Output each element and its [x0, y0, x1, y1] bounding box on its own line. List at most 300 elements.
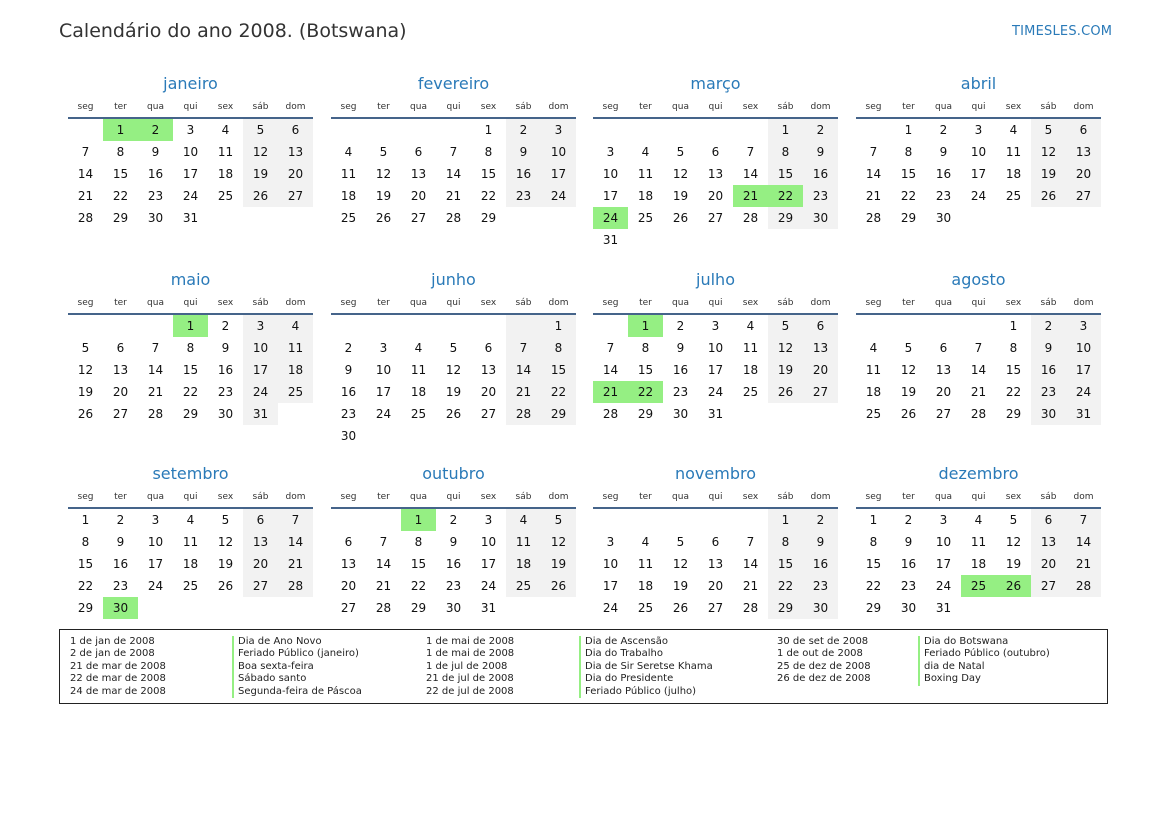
weekday-header	[593, 492, 838, 506]
legend-dates-col-1	[70, 636, 166, 698]
legend-holiday-name: Dia de Ascensão	[579, 636, 713, 648]
day-cell: 20	[1040, 557, 1057, 571]
day-cell: 12	[550, 535, 567, 549]
day-cell: 31	[1075, 407, 1092, 421]
day-cell: 23	[672, 385, 689, 399]
day-cell: 5	[379, 145, 388, 159]
weekday-label: qua	[147, 102, 164, 112]
day-cell: 20	[707, 579, 724, 593]
day-cell: 22	[865, 579, 882, 593]
day-cell: 2	[904, 513, 913, 527]
day-cell: 22	[112, 189, 129, 203]
day-cell: 20	[707, 189, 724, 203]
day-cell: 6	[1044, 513, 1053, 527]
day-cell: 19	[550, 557, 567, 571]
weekday-header	[593, 102, 838, 116]
weekday-label: seg	[77, 298, 94, 308]
day-cell: 19	[1040, 167, 1057, 181]
weekday-label: qui	[183, 102, 198, 112]
weekday-header	[856, 492, 1101, 506]
weekday-label: sáb	[1040, 298, 1057, 308]
day-cell: 5	[256, 123, 265, 137]
day-cell: 2	[816, 123, 825, 137]
day-cell: 2	[519, 123, 528, 137]
day-cell: 18	[970, 557, 987, 571]
day-cell: 26	[252, 189, 269, 203]
day-cell: 8	[414, 535, 423, 549]
day-cell: 12	[77, 363, 94, 377]
legend-names-col-1	[232, 636, 362, 698]
day-cell: 28	[445, 211, 462, 225]
weekday-label: qui	[446, 492, 461, 502]
weekday-label: qua	[147, 492, 164, 502]
weekday-label: sáb	[1040, 492, 1057, 502]
day-cell: 5	[781, 319, 790, 333]
day-cell: 27	[935, 407, 952, 421]
weekday-label: dom	[810, 102, 831, 112]
weekday-label: seg	[865, 492, 882, 502]
weekday-label: seg	[77, 492, 94, 502]
weekday-header	[68, 492, 313, 506]
day-cell: 27	[1075, 189, 1092, 203]
day-cell: 31	[707, 407, 724, 421]
day-cell: 9	[1044, 341, 1053, 355]
day-cell: 3	[711, 319, 720, 333]
day-cell: 8	[186, 341, 195, 355]
day-cell: 23	[445, 579, 462, 593]
day-cell: 31	[935, 601, 952, 615]
day-cell: 27	[707, 601, 724, 615]
day-cell: 10	[252, 341, 269, 355]
weekday-label: sáb	[515, 102, 532, 112]
day-cell: 2	[116, 513, 125, 527]
weekday-label: qua	[147, 298, 164, 308]
weekday-label: seg	[340, 492, 357, 502]
day-cell: 9	[449, 535, 458, 549]
day-cell: 1	[781, 123, 790, 137]
day-cell: 6	[116, 341, 125, 355]
day-cell: 1	[1009, 319, 1018, 333]
day-cell: 28	[375, 601, 392, 615]
holiday-day-cell: 1	[628, 315, 663, 337]
day-cell: 18	[340, 189, 357, 203]
day-cell: 16	[147, 167, 164, 181]
weekday-header	[331, 102, 576, 116]
legend-date: 25 de dez de 2008	[777, 660, 871, 672]
day-cell: 7	[606, 341, 615, 355]
legend-date: 1 de mai de 2008	[426, 648, 515, 660]
weekday-label: qui	[446, 298, 461, 308]
weekday-label: qua	[672, 102, 689, 112]
day-cell: 10	[480, 535, 497, 549]
weekday-label: seg	[602, 102, 619, 112]
day-cell: 18	[1005, 167, 1022, 181]
day-cell: 24	[480, 579, 497, 593]
day-cell: 23	[812, 189, 829, 203]
day-cell: 13	[252, 535, 269, 549]
legend-holiday-name: Sábado santo	[232, 673, 362, 685]
weekday-label: qui	[183, 492, 198, 502]
day-cell: 17	[602, 579, 619, 593]
weekday-label: seg	[602, 492, 619, 502]
day-cell: 10	[707, 341, 724, 355]
day-cell: 24	[550, 189, 567, 203]
day-cell: 7	[151, 341, 160, 355]
legend-holiday-name: Dia do Presidente	[579, 673, 713, 685]
day-cell: 17	[480, 557, 497, 571]
legend-holiday-name: Feriado Público (julho)	[579, 686, 713, 698]
weekday-label: seg	[340, 298, 357, 308]
day-cell: 29	[777, 601, 794, 615]
day-cell: 13	[935, 363, 952, 377]
day-cell: 7	[746, 535, 755, 549]
day-cell: 5	[676, 145, 685, 159]
legend-holiday-name: dia de Natal	[918, 661, 1050, 673]
weekday-label: sáb	[777, 298, 794, 308]
month-name: julho	[696, 270, 735, 289]
day-cell: 18	[865, 385, 882, 399]
weekday-label: ter	[639, 298, 652, 308]
day-cell: 2	[221, 319, 230, 333]
day-cell: 9	[151, 145, 160, 159]
day-cell: 23	[515, 189, 532, 203]
day-cell: 8	[81, 535, 90, 549]
day-cell: 18	[637, 579, 654, 593]
weekday-label: qua	[672, 492, 689, 502]
weekday-label: sáb	[777, 102, 794, 112]
legend-date: 30 de set de 2008	[777, 636, 869, 647]
day-cell: 14	[742, 557, 759, 571]
day-cell: 7	[291, 513, 300, 527]
month-name: dezembro	[938, 464, 1019, 483]
day-cell: 11	[637, 557, 654, 571]
day-cell: 31	[182, 211, 199, 225]
legend-holiday-name: Dia do Botswana	[918, 636, 1050, 648]
day-cell: 23	[147, 189, 164, 203]
day-cell: 21	[445, 189, 462, 203]
day-cell: 12	[777, 341, 794, 355]
day-cell: 22	[77, 579, 94, 593]
weekday-label: dom	[548, 102, 569, 112]
day-cell: 21	[970, 385, 987, 399]
day-cell: 20	[252, 557, 269, 571]
day-cell: 5	[449, 341, 458, 355]
day-cell: 12	[445, 363, 462, 377]
holiday-day-cell: 2	[138, 119, 173, 141]
legend-date: 1 de jul de 2008	[426, 660, 508, 672]
day-cell: 9	[904, 535, 913, 549]
day-cell: 27	[812, 385, 829, 399]
day-cell: 2	[449, 513, 458, 527]
weekday-label: dom	[285, 492, 306, 502]
day-cell: 30	[147, 211, 164, 225]
weekday-header	[68, 298, 313, 312]
day-cell: 21	[375, 579, 392, 593]
day-cell: 27	[1040, 579, 1057, 593]
day-cell: 12	[375, 167, 392, 181]
day-cell: 13	[112, 363, 129, 377]
day-cell: 13	[1075, 145, 1092, 159]
weekday-label: sex	[217, 102, 234, 112]
weekday-label: sáb	[252, 102, 269, 112]
legend-holiday-name: Dia de Sir Seretse Khama	[579, 661, 713, 673]
brand-logo[interactable]: TIMESLES.COM	[1012, 24, 1113, 39]
day-cell: 27	[287, 189, 304, 203]
weekday-label: dom	[285, 298, 306, 308]
weekday-label: seg	[340, 102, 357, 112]
weekday-header	[331, 492, 576, 506]
day-cell: 28	[742, 601, 759, 615]
day-cell: 14	[602, 363, 619, 377]
day-cell: 9	[116, 535, 125, 549]
days-grid	[331, 315, 576, 447]
day-cell: 1	[904, 123, 913, 137]
day-cell: 9	[676, 341, 685, 355]
day-cell: 15	[777, 557, 794, 571]
day-cell: 11	[742, 341, 759, 355]
month-name: fevereiro	[417, 74, 490, 93]
day-cell: 10	[147, 535, 164, 549]
day-cell: 13	[1040, 535, 1057, 549]
weekday-label: ter	[639, 102, 652, 112]
day-cell: 16	[340, 385, 357, 399]
month-name: outubro	[422, 464, 485, 483]
day-cell: 20	[480, 385, 497, 399]
day-cell: 17	[1075, 363, 1092, 377]
day-cell: 20	[112, 385, 129, 399]
day-cell: 14	[77, 167, 94, 181]
day-cell: 22	[550, 385, 567, 399]
weekday-label: ter	[902, 492, 915, 502]
day-cell: 13	[287, 145, 304, 159]
day-cell: 6	[291, 123, 300, 137]
weekday-label: qui	[183, 298, 198, 308]
day-cell: 30	[900, 601, 917, 615]
day-cell: 4	[746, 319, 755, 333]
weekday-label: dom	[548, 298, 569, 308]
day-cell: 11	[410, 363, 427, 377]
day-cell: 22	[182, 385, 199, 399]
day-cell: 10	[935, 535, 952, 549]
day-cell: 9	[939, 145, 948, 159]
day-cell: 18	[637, 189, 654, 203]
day-cell: 15	[112, 167, 129, 181]
day-cell: 25	[410, 407, 427, 421]
day-cell: 22	[480, 189, 497, 203]
day-cell: 12	[1040, 145, 1057, 159]
day-cell: 9	[519, 145, 528, 159]
day-cell: 22	[900, 189, 917, 203]
month-name: setembro	[152, 464, 229, 483]
day-cell: 6	[344, 535, 353, 549]
legend-holiday-name: Boxing Day	[918, 673, 1050, 685]
day-cell: 30	[340, 429, 357, 443]
day-cell: 31	[602, 233, 619, 247]
weekday-label: ter	[377, 492, 390, 502]
holiday-day-cell: 1	[173, 315, 208, 337]
day-cell: 11	[287, 341, 304, 355]
day-cell: 29	[865, 601, 882, 615]
day-cell: 31	[252, 407, 269, 421]
days-grid	[68, 119, 313, 251]
weekday-label: sex	[742, 102, 759, 112]
day-cell: 21	[515, 385, 532, 399]
legend-date: 24 de mar de 2008	[70, 685, 166, 697]
day-cell: 21	[147, 385, 164, 399]
legend-date: 26 de dez de 2008	[777, 673, 871, 685]
day-cell: 8	[554, 341, 563, 355]
weekday-label: seg	[865, 102, 882, 112]
day-cell: 13	[340, 557, 357, 571]
days-grid	[68, 315, 313, 447]
day-cell: 29	[480, 211, 497, 225]
day-cell: 26	[672, 211, 689, 225]
holiday-day-cell: 1	[103, 119, 138, 141]
page-title: Calendário do ano 2008. (Botswana)	[59, 20, 407, 42]
holiday-day-cell: 21	[733, 185, 768, 207]
day-cell: 9	[221, 341, 230, 355]
day-cell: 6	[256, 513, 265, 527]
day-cell: 26	[445, 407, 462, 421]
day-cell: 26	[550, 579, 567, 593]
day-cell: 1	[554, 319, 563, 333]
day-cell: 17	[252, 363, 269, 377]
weekday-label: sex	[1005, 298, 1022, 308]
day-cell: 15	[480, 167, 497, 181]
day-cell: 28	[515, 407, 532, 421]
day-cell: 16	[935, 167, 952, 181]
day-cell: 23	[340, 407, 357, 421]
day-cell: 16	[812, 557, 829, 571]
day-cell: 5	[554, 513, 563, 527]
weekday-label: qui	[708, 102, 723, 112]
weekday-label: qua	[935, 298, 952, 308]
day-cell: 17	[147, 557, 164, 571]
weekday-label: qui	[971, 492, 986, 502]
day-cell: 26	[375, 211, 392, 225]
month-name: maio	[170, 270, 211, 289]
weekday-label: qua	[410, 492, 427, 502]
day-cell: 6	[484, 341, 493, 355]
holiday-day-cell: 1	[401, 509, 436, 531]
day-cell: 16	[672, 363, 689, 377]
day-cell: 20	[1075, 167, 1092, 181]
day-cell: 10	[602, 557, 619, 571]
day-cell: 23	[900, 579, 917, 593]
day-cell: 8	[781, 145, 790, 159]
holiday-day-cell: 30	[103, 597, 138, 619]
day-cell: 5	[1044, 123, 1053, 137]
weekday-label: dom	[810, 298, 831, 308]
day-cell: 25	[515, 579, 532, 593]
holiday-legend	[59, 629, 1108, 704]
legend-names-col-2	[579, 636, 713, 698]
day-cell: 11	[1005, 145, 1022, 159]
weekday-header	[68, 102, 313, 116]
day-cell: 6	[1079, 123, 1088, 137]
day-cell: 19	[777, 363, 794, 377]
day-cell: 12	[217, 535, 234, 549]
weekday-label: sáb	[252, 492, 269, 502]
day-cell: 12	[252, 145, 269, 159]
day-cell: 29	[112, 211, 129, 225]
day-cell: 4	[641, 535, 650, 549]
day-cell: 17	[970, 167, 987, 181]
day-cell: 19	[217, 557, 234, 571]
day-cell: 29	[550, 407, 567, 421]
day-cell: 4	[869, 341, 878, 355]
day-cell: 24	[147, 579, 164, 593]
day-cell: 30	[445, 601, 462, 615]
day-cell: 15	[1005, 363, 1022, 377]
day-cell: 2	[1044, 319, 1053, 333]
day-cell: 26	[77, 407, 94, 421]
day-cell: 20	[812, 363, 829, 377]
day-cell: 16	[445, 557, 462, 571]
day-cell: 5	[904, 341, 913, 355]
day-cell: 26	[217, 579, 234, 593]
day-cell: 8	[484, 145, 493, 159]
day-cell: 14	[287, 535, 304, 549]
day-cell: 29	[637, 407, 654, 421]
day-cell: 29	[1005, 407, 1022, 421]
holiday-day-cell: 24	[593, 207, 628, 229]
legend-date: 21 de mar de 2008	[70, 660, 166, 672]
day-cell: 23	[812, 579, 829, 593]
day-cell: 12	[900, 363, 917, 377]
day-cell: 27	[480, 407, 497, 421]
day-cell: 11	[970, 535, 987, 549]
day-cell: 15	[777, 167, 794, 181]
day-cell: 29	[182, 407, 199, 421]
day-cell: 1	[484, 123, 493, 137]
day-cell: 19	[1005, 557, 1022, 571]
day-cell: 14	[742, 167, 759, 181]
legend-dates-col-3	[777, 636, 871, 686]
day-cell: 3	[974, 123, 983, 137]
weekday-label: sex	[217, 492, 234, 502]
day-cell: 26	[900, 407, 917, 421]
day-cell: 7	[1079, 513, 1088, 527]
weekday-label: qui	[971, 102, 986, 112]
day-cell: 5	[81, 341, 90, 355]
legend-holiday-name: Dia do Trabalho	[579, 648, 713, 660]
day-cell: 4	[344, 145, 353, 159]
day-cell: 18	[410, 385, 427, 399]
legend-date: 1 de out de 2008	[777, 648, 863, 660]
day-cell: 29	[900, 211, 917, 225]
day-cell: 21	[1075, 557, 1092, 571]
day-cell: 3	[606, 535, 615, 549]
day-cell: 28	[1075, 579, 1092, 593]
day-cell: 24	[252, 385, 269, 399]
day-cell: 27	[340, 601, 357, 615]
weekday-label: qua	[672, 298, 689, 308]
day-cell: 14	[865, 167, 882, 181]
weekday-label: sáb	[515, 298, 532, 308]
day-cell: 4	[291, 319, 300, 333]
weekday-label: qua	[935, 492, 952, 502]
days-grid	[856, 315, 1101, 447]
day-cell: 5	[1009, 513, 1018, 527]
month-name: janeiro	[163, 74, 218, 93]
day-cell: 17	[602, 189, 619, 203]
day-cell: 10	[602, 167, 619, 181]
legend-holiday-name: Feriado Público (janeiro)	[232, 648, 362, 660]
weekday-label: ter	[377, 102, 390, 112]
day-cell: 23	[217, 385, 234, 399]
day-cell: 10	[550, 145, 567, 159]
